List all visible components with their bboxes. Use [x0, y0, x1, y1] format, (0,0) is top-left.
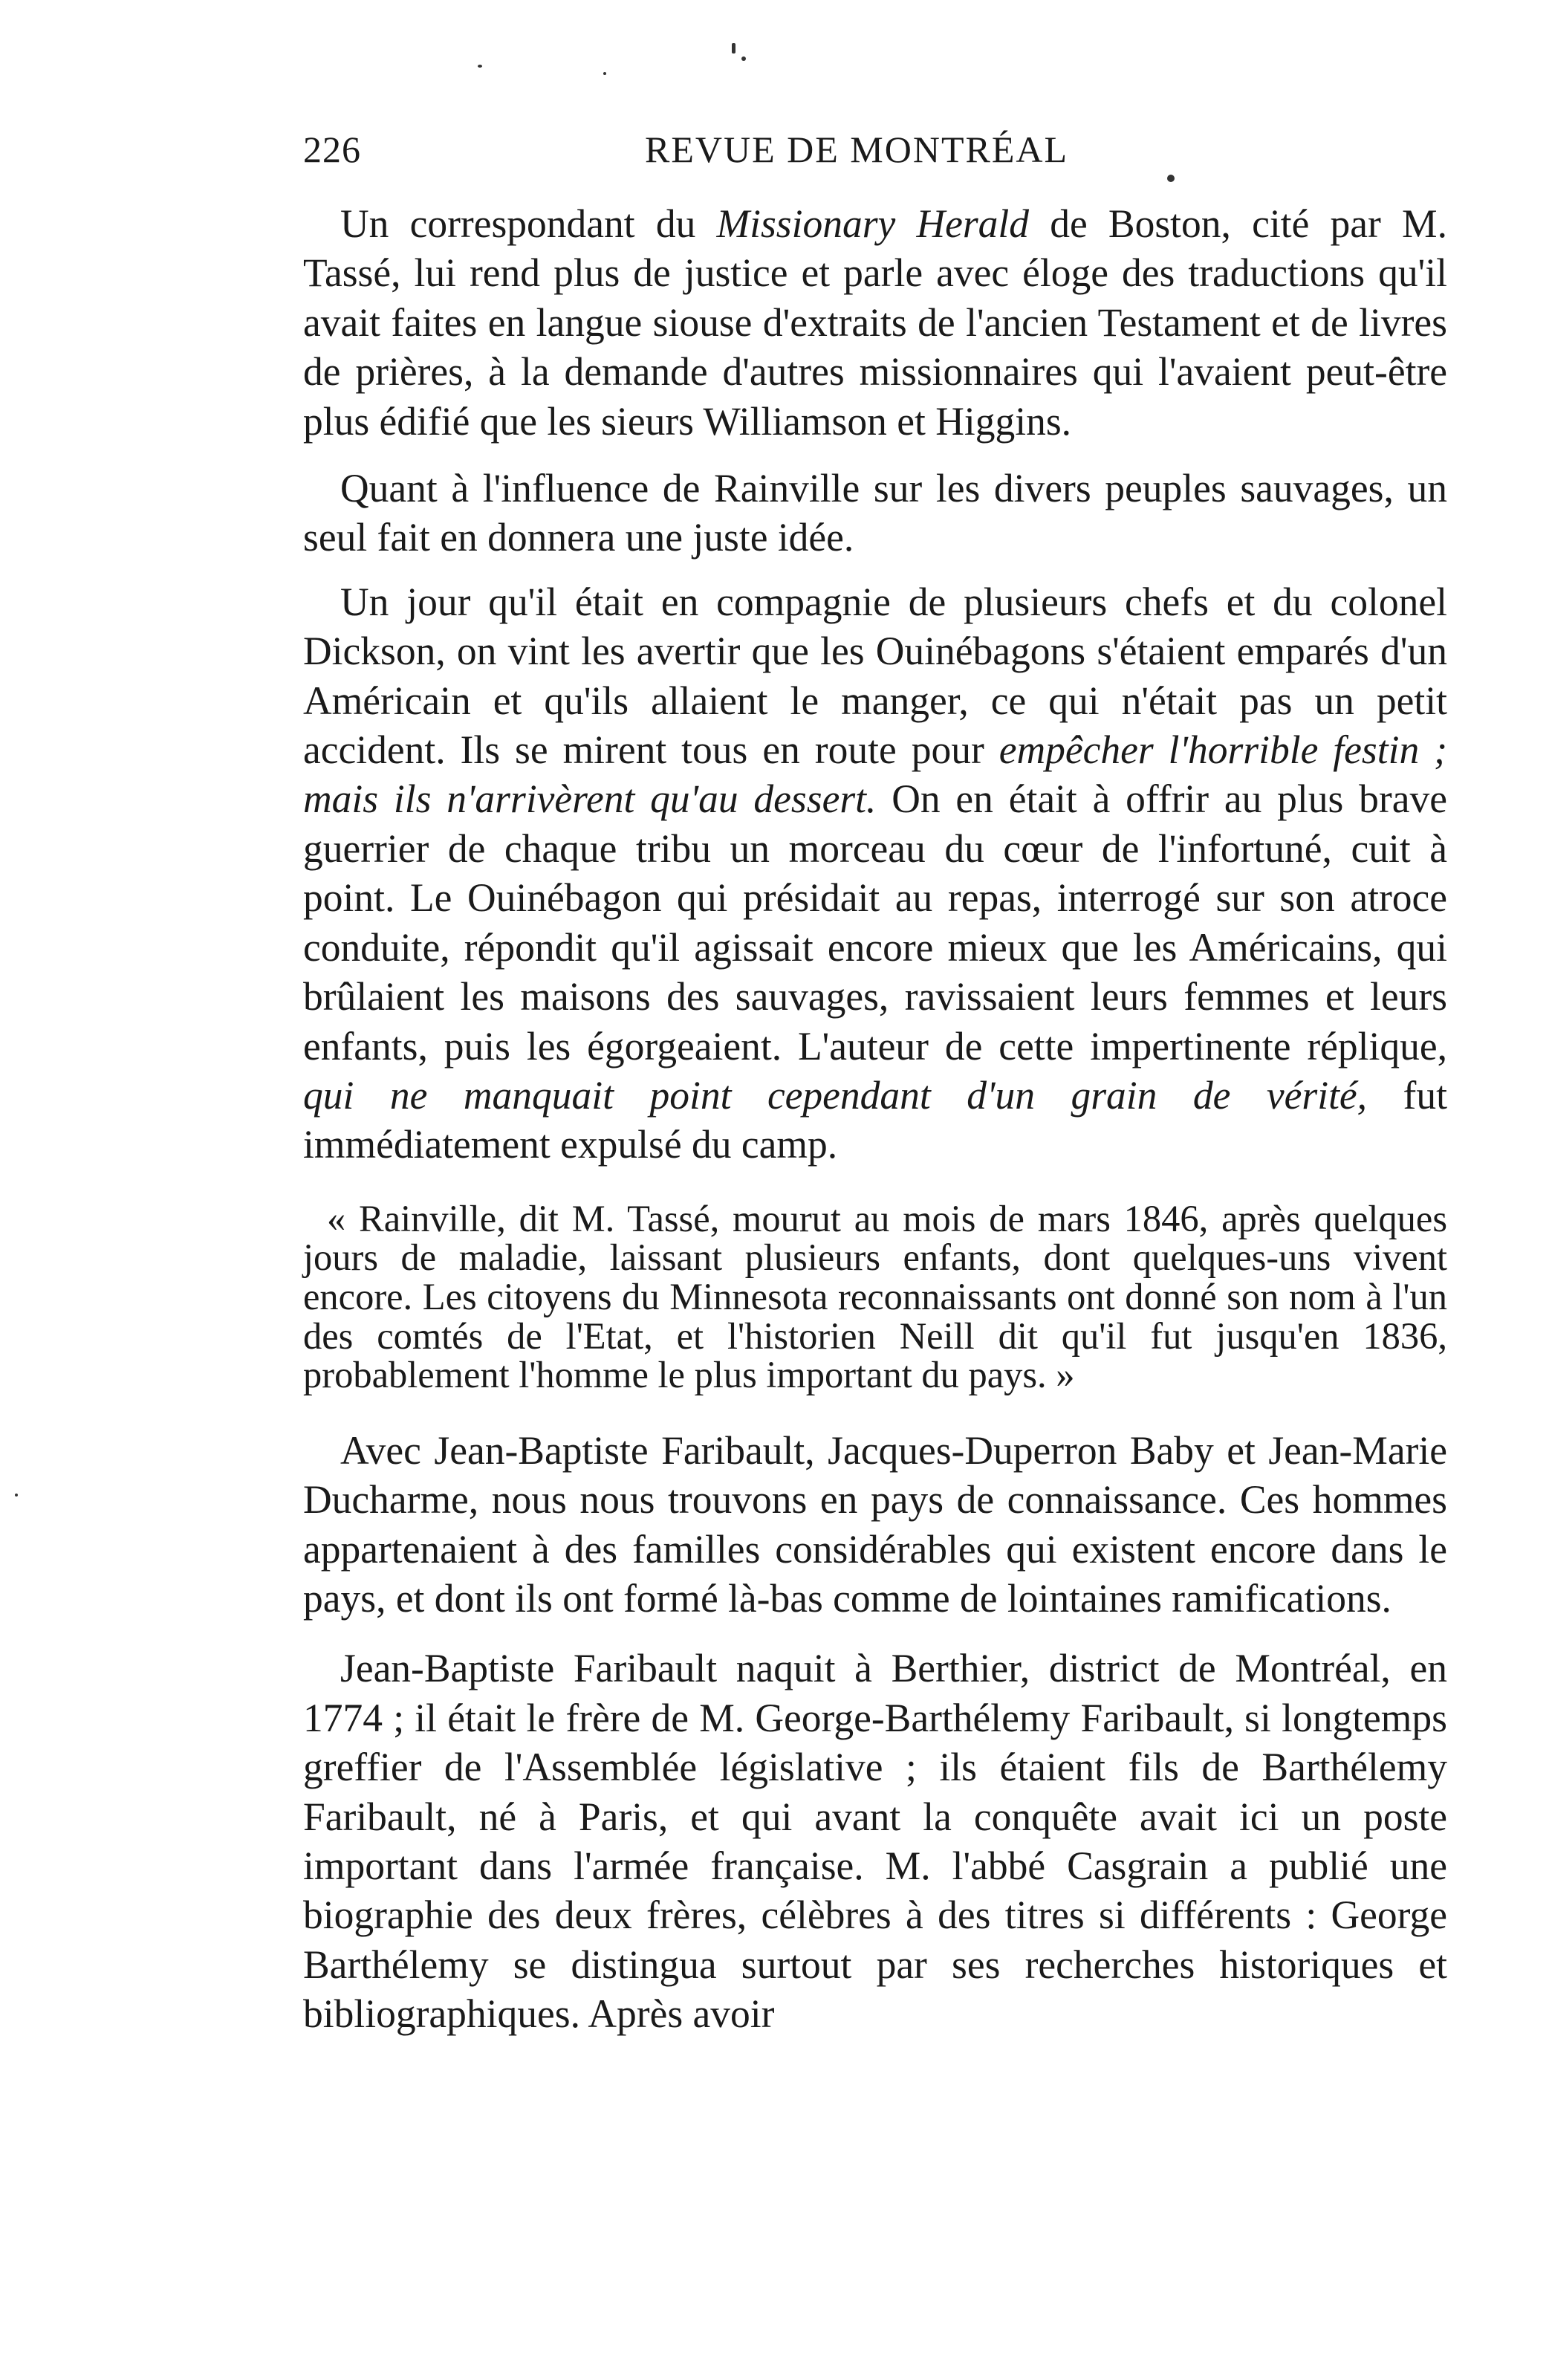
italic-phrase: empêcher l'horrible festin ; mais ils n'arrivèrent qu'au dessert.	[303, 727, 1447, 822]
italic-title: Missionary Herald	[716, 201, 1030, 246]
page-number: 226	[303, 129, 361, 170]
paragraph-families	[303, 1426, 1447, 1624]
paragraph-text: Quant à l'influence de Rainville sur les divers peuples sauvages, un seul fait en donnera une juste idée.	[303, 466, 1447, 560]
paragraph-text: On en était à offrir au plus brave guerrier de chaque tribu un morceau du cœur de l'infortuné, cuit à point. Le Ouinébagon qui présidait au repas, interrogé sur son atroce conduite, répondit qu'il agissait encore mieux que les Américains, qui brûlaient les maisons des sauvages, ravissaient leurs femmes et leurs enfants, puis les égorgeaient. L'auteur de cette impertinente réplique,	[303, 776, 1447, 1069]
paragraph-text: Un correspondant du	[340, 201, 717, 246]
paragraph-influence	[303, 464, 1447, 562]
paragraph-anecdote	[303, 577, 1447, 1170]
paragraph-text: Avec Jean-Baptiste Faribault, Jacques-Duperron Baby et Jean-Marie Ducharme, nous nous trouvons en pays de connaissance. Ces hommes appartenaient à des familles considérables qui existent encore dans le pays, et dont ils ont formé là-bas comme de lointaines ramifications.	[303, 1427, 1447, 1621]
paragraph-text: Jean-Baptiste Faribault naquit à Berthier, district de Montréal, en 1774 ; il était le frère de M. George-Barthélemy Faribault, si longtemps greffier de l'Assemblée législative ; ils étaient fils de Barthélemy Faribault, né à Paris, et qui avant la conquête avait ici un poste important dans l'armée française. M. l'abbé Casgrain a publié une biographie des deux frères, célèbres à des titres si différents : George Barthélemy se distingua surtout par ses recherches historiques et bibliographiques. Après avoir	[303, 1646, 1447, 2037]
paragraph-quotation	[303, 1199, 1447, 1395]
body-text	[303, 199, 1447, 2039]
paragraph-text: « Rainville, dit M. Tassé, mourut au mois de mars 1846, après quelques jours de maladie, laissant plusieurs enfants, dont quelques-uns vivent encore. Les citoyens du Minnesota reconnaissants ont donné son nom à l'un des comtés de l'Etat, et l'historien Neill dit qu'il fut jusqu'en 1836, probablement l'homme le plus important du pays. »	[303, 1197, 1447, 1396]
paragraph-text: Un jour qu'il était en compagnie de plusieurs chefs et du colonel Dickson, on vint les avertir que les Ouinébagons s'étaient emparés d'un Américain et qu'ils allaient le manger, ce qui n'était pas un petit accident. Ils se mirent tous en route pour	[303, 579, 1447, 773]
paragraph-faribault	[303, 1644, 1447, 2038]
paragraph-text: fut immédiatement expulsé du camp.	[303, 1072, 1447, 1167]
scan-speck	[732, 43, 735, 53]
paragraph-text: de Boston, cité par M. Tassé, lui rend plus de justice et parle avec éloge des traductions qu'il avait faites en langue siouse d'extraits de l'ancien Testament et de livres de prières, à la demande d'autres missionnaires qui l'avaient peut-être plus édifié que les sieurs Williamson et Higgins.	[303, 201, 1447, 444]
italic-phrase: qui ne manquait point cependant d'un grain de vérité,	[303, 1072, 1368, 1118]
scan-speck	[1167, 175, 1175, 182]
paragraph-missionary-herald	[303, 199, 1447, 446]
scan-speck	[15, 1494, 18, 1497]
scan-speck	[741, 56, 746, 61]
scan-speck	[478, 65, 482, 68]
page-header	[303, 123, 1447, 175]
running-title: REVUE DE MONTRÉAL	[645, 129, 1069, 170]
scan-speck	[603, 72, 606, 75]
